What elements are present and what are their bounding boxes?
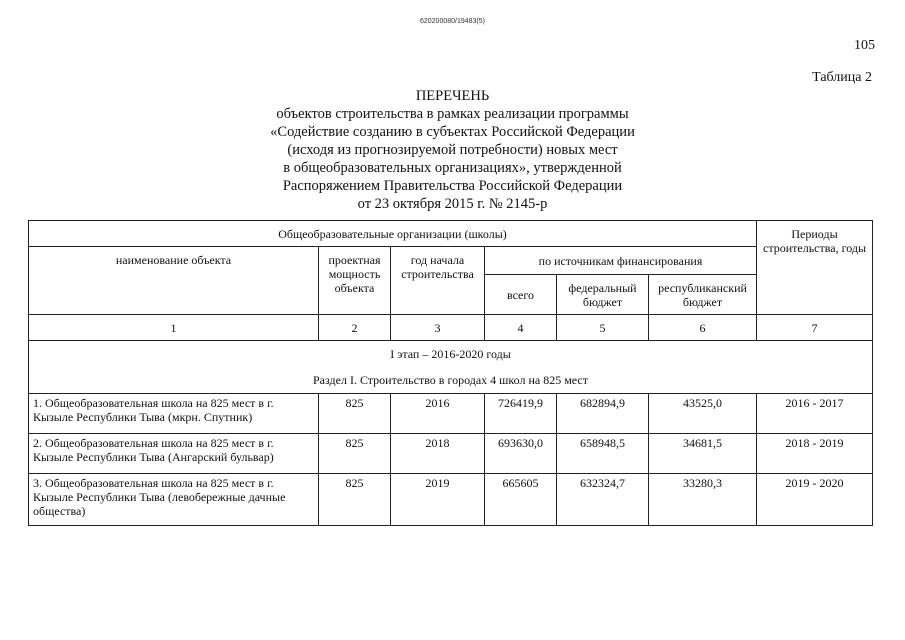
heading-line: Распоряжением Правительства Российской Федерации xyxy=(282,178,623,194)
row-republic: 33280,3 xyxy=(649,474,757,526)
row-period: 2019 - 2020 xyxy=(757,474,873,526)
col-year-header: год начала строительства xyxy=(391,247,485,315)
row-capacity: 825 xyxy=(319,434,391,474)
heading-line: от 23 октября 2015 г. № 2145-р xyxy=(357,196,548,212)
section-label: Раздел I. Строительство в городах 4 школ на 825 мест xyxy=(313,373,588,387)
row-name: 2. Общеобразовательная школа на 825 мест в г. Кызыле Республики Тыва (Ангарский бульвар) xyxy=(29,434,319,474)
row-period: 2016 - 2017 xyxy=(757,394,873,434)
col-number: 7 xyxy=(757,315,873,341)
col-capacity-header: проектная мощность объекта xyxy=(319,247,391,315)
row-year: 2016 xyxy=(391,394,485,434)
stage-label: I этап – 2016-2020 годы xyxy=(390,347,511,361)
objects-table xyxy=(28,220,873,526)
row-total: 726419,9 xyxy=(485,394,557,434)
row-federal: 658948,5 xyxy=(557,434,649,474)
heading-line: «Содействие созданию в субъектах Российской Федерации xyxy=(270,124,635,140)
row-total: 665605 xyxy=(485,474,557,526)
col-number: 2 xyxy=(319,315,391,341)
row-name: 3. Общеобразовательная школа на 825 мест в г. Кызыле Республики Тыва (левобережные дачные общества) xyxy=(29,474,319,526)
row-period: 2018 - 2019 xyxy=(757,434,873,474)
table-row xyxy=(29,474,873,526)
col-federal-header: федеральный бюджет xyxy=(557,275,649,315)
col-republic-header: республиканский бюджет xyxy=(649,275,757,315)
col-number: 5 xyxy=(557,315,649,341)
heading-line: (исходя из прогнозируемой потребности) новых мест xyxy=(287,142,618,158)
table-label: Таблица 2 xyxy=(812,70,872,85)
col-total-header: всего xyxy=(485,275,557,315)
row-federal: 632324,7 xyxy=(557,474,649,526)
table-row xyxy=(29,434,873,474)
page-number: 105 xyxy=(854,38,875,53)
col-name-header: наименование объекта xyxy=(29,247,319,315)
heading-line: в общеобразовательных организациях», утвержденной xyxy=(283,160,622,176)
row-capacity: 825 xyxy=(319,474,391,526)
row-year: 2019 xyxy=(391,474,485,526)
col-number: 1 xyxy=(29,315,319,341)
funding-header: по источникам финансирования xyxy=(485,247,757,275)
row-republic: 43525,0 xyxy=(649,394,757,434)
document-heading xyxy=(0,87,905,213)
periods-header: Периоды строительства, годы xyxy=(757,221,873,315)
group-header: Общеобразовательные организации (школы) xyxy=(29,221,757,247)
col-number: 4 xyxy=(485,315,557,341)
row-capacity: 825 xyxy=(319,394,391,434)
heading-line: ПЕРЕЧЕНЬ xyxy=(415,88,490,104)
col-number: 6 xyxy=(649,315,757,341)
row-year: 2018 xyxy=(391,434,485,474)
row-total: 693630,0 xyxy=(485,434,557,474)
row-republic: 34681,5 xyxy=(649,434,757,474)
row-federal: 682894,9 xyxy=(557,394,649,434)
row-name: 1. Общеобразовательная школа на 825 мест в г. Кызыле Республики Тыва (мкрн. Спутник) xyxy=(29,394,319,434)
stage-section-row xyxy=(29,341,873,394)
heading-line: объектов строительства в рамках реализации программы xyxy=(276,106,629,122)
document-id: 620200080/19483(5) xyxy=(419,18,485,25)
table-row xyxy=(29,394,873,434)
col-number: 3 xyxy=(391,315,485,341)
